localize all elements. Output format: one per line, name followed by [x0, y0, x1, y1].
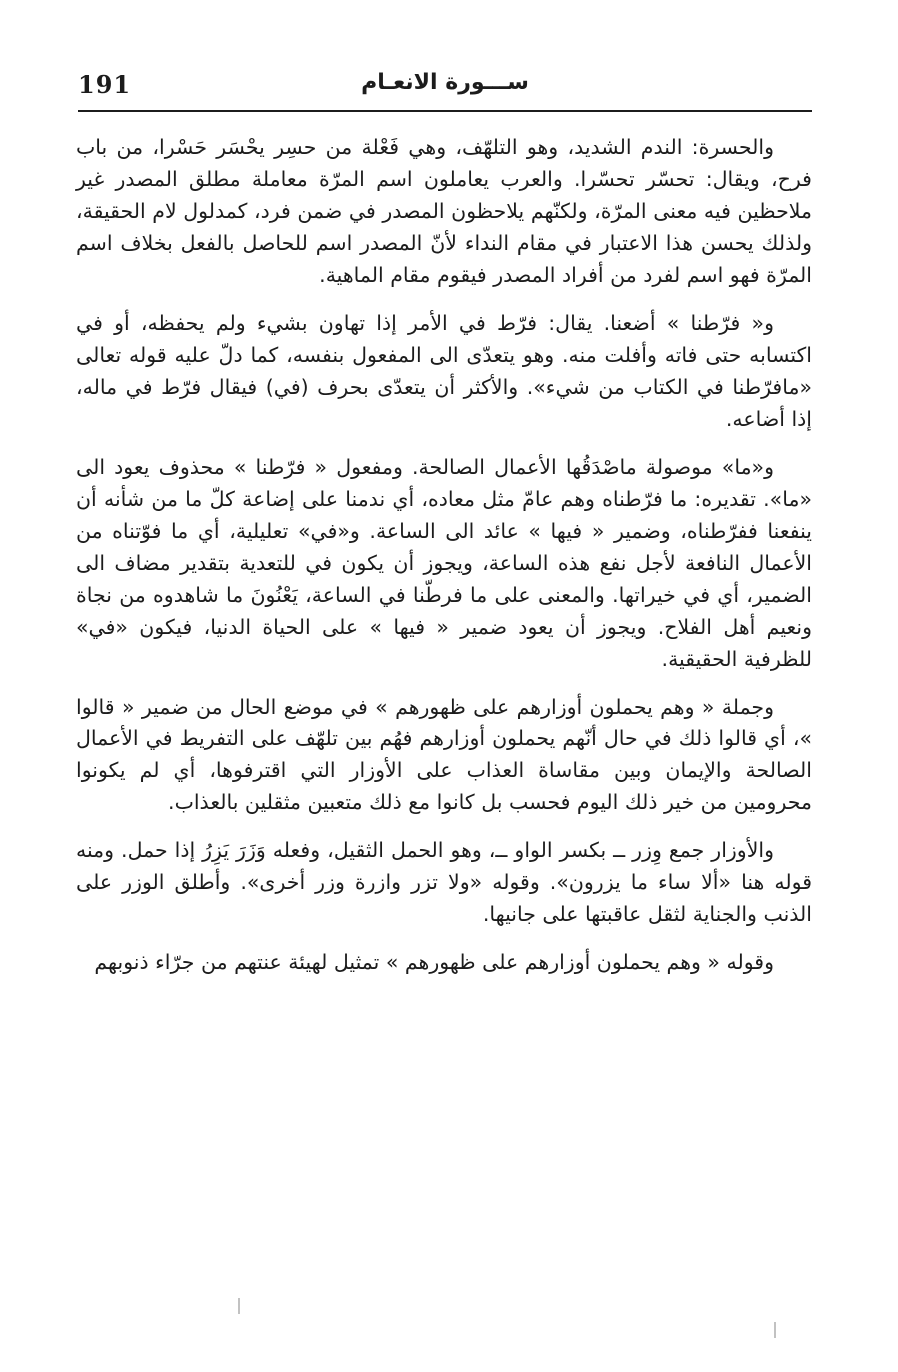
paragraph-tamthil: وقوله « وهم يحملون أوزارهم على ظهورهم » تمثيل لهيئة عنتهم من جرّاء ذنوبهم	[94, 950, 774, 975]
paragraph-jumla-hal: وجملة « وهم يحملون أوزارهم على ظهورهم » في موضع الحال من ضمير « قالوا »، أي قالوا ذلك في حال أنّهم يحملون أوزارهم فهُم بين تلهّف على التفريط في الأعمال الصالحة والإيمان وبين مقاساة العذاب على الأوزار التي اقترفوها، أي لم يكونوا محرومين من خير ذلك اليوم فحسب بل كانوا مع ذلك متعبين مثقلين بالعذاب.	[76, 694, 812, 815]
scan-speck	[774, 1322, 776, 1338]
paragraph-awzar: والأوزار جمع وِزر ــ بكسر الواو ــ، وهو الحمل الثقيل، وفعله وَزَرَ يَزِرُ إذا حمل. ومنه قوله هنا «ألا ساء ما يزرون». وقوله «ولا تزر وازرة وزر أخرى». وأطلق الوزر على الذنب والجناية لثقل عاقبتها على جانيها.	[76, 838, 812, 927]
paragraph-farratna: و« فرّطنا » أضعنا. يقال: فرّط في الأمر إذا تهاون بشيء ولم يحفظه، أو في اكتسابه حتى فاته وأفلت منه. وهو يتعدّى الى المفعول بنفسه، كما دلّ عليه قوله تعالى «مافرّطنا في الكتاب من شيء». والأكثر أن يتعدّى بحرف (في) فيقال فرّط في ماله، إذا أضاعه.	[76, 310, 812, 431]
page-header	[78, 66, 812, 110]
surah-title: ســـورة الانعـام	[361, 70, 529, 95]
header-divider	[78, 110, 812, 112]
scan-speck	[238, 1298, 240, 1314]
body-text	[76, 132, 812, 995]
page-number: 191	[78, 70, 132, 99]
paragraph-hasra: والحسرة: الندم الشديد، وهو التلهّف، وهي فَعْلة من حسِر يحْسَر حَسْرا، من باب فرح، ويقال: تحسّر تحسّرا. والعرب يعاملون اسم المرّة معاملة مطلق المصدر غير ملاحظين فيه معنى المرّة، ولكنّهم يلاحظون المصدر في ضمن فرد، كمدلول لام الحقيقة، ولذلك يحسن هذا الاعتبار في مقام النداء لأنّ المصدر اسم للحاصل بالفعل بخلاف اسم المرّة فهو اسم لفرد من أفراد المصدر فيقوم مقام الماهية.	[76, 135, 812, 287]
paragraph-ma-mawsula: و«ما» موصولة ماصْدَقُها الأعمال الصالحة. ومفعول « فرّطنا » محذوف يعود الى «ما». تقديره: ما فرّطناه وهم عامّ مثل معاده، أي ندمنا على إضاعة كلّ ما من شأنه أن ينفعنا ففرّطناه، وضمير « فيها » عائد الى الساعة. و«في» تعليلية، أي ما فوّتناه من الأعمال النافعة لأجل نفع هذه الساعة، ويجوز أن يكون في للتعدية بتقدير مضاف الى الضمير، أي في خيراتها. والمعنى على ما فرطّنا في الساعة، يَعْنُونَ ما شاهدوه من نجاة ونعيم أهل الفلاح. ويجوز أن يعود ضمير « فيها » على الحياة الدنيا، فيكون «في» للظرفية الحقيقية.	[76, 454, 812, 671]
